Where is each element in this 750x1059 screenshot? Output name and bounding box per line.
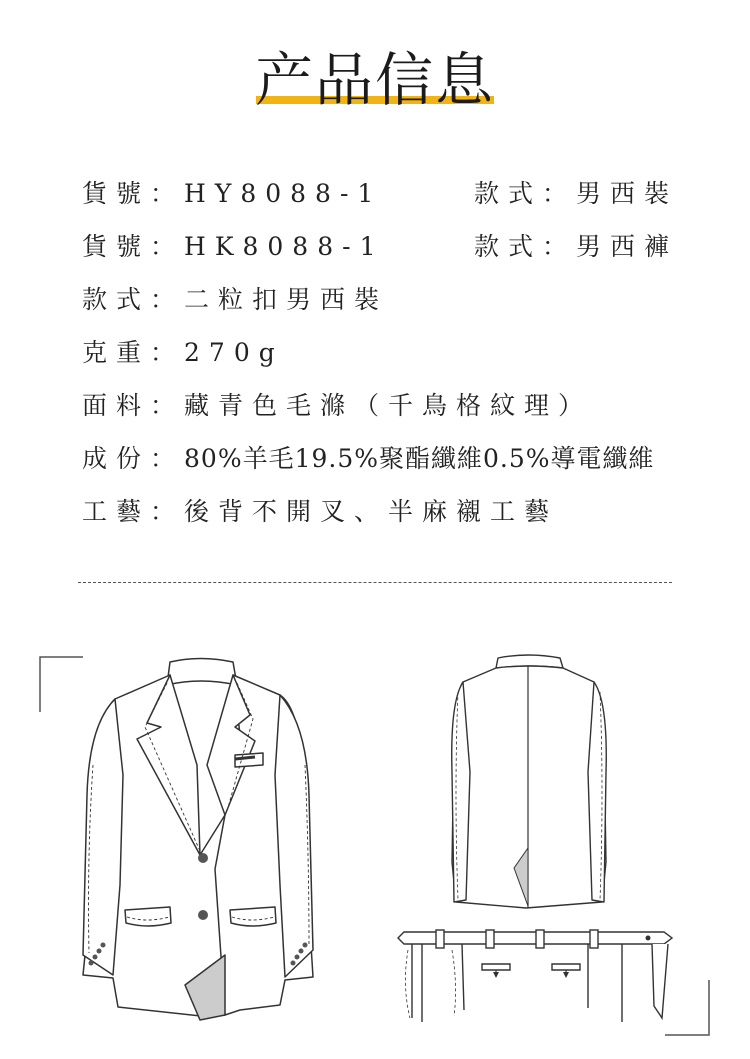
button-icon <box>198 853 208 863</box>
trouser-waistband-icon <box>392 926 682 1036</box>
row-right-label: 款式： <box>474 232 577 261</box>
row-value: 後背不開叉、半麻襯工藝 <box>184 497 559 526</box>
row-label: 貨號： <box>82 179 185 208</box>
row-right-value: 男西褲 <box>576 232 679 261</box>
row-value: 80%羊毛19.5%聚酯纖維0.5%導電纖維 <box>184 444 655 473</box>
jacket-front-icon <box>75 655 325 1030</box>
row-value: 藏青色毛滌（千鳥格紋理） <box>184 391 593 420</box>
row-right-value: 男西裝 <box>576 179 679 208</box>
row-right-label: 款式： <box>474 179 577 208</box>
row-value: HK8088-1 <box>184 232 385 261</box>
row-label: 面料： <box>82 391 185 420</box>
row-label: 克重： <box>82 338 185 367</box>
row-value: 二粒扣男西裝 <box>184 285 389 314</box>
row-label: 貨號： <box>82 232 185 261</box>
row-label: 成份： <box>82 444 185 473</box>
button-icon <box>198 910 208 920</box>
row-label: 款式： <box>82 285 185 314</box>
page-title: 产品信息 <box>254 46 495 114</box>
row-value: 270g <box>184 338 284 367</box>
row-label: 工藝： <box>82 497 185 526</box>
jacket-back-icon <box>448 652 613 912</box>
row-value: HY8088-1 <box>184 179 383 208</box>
